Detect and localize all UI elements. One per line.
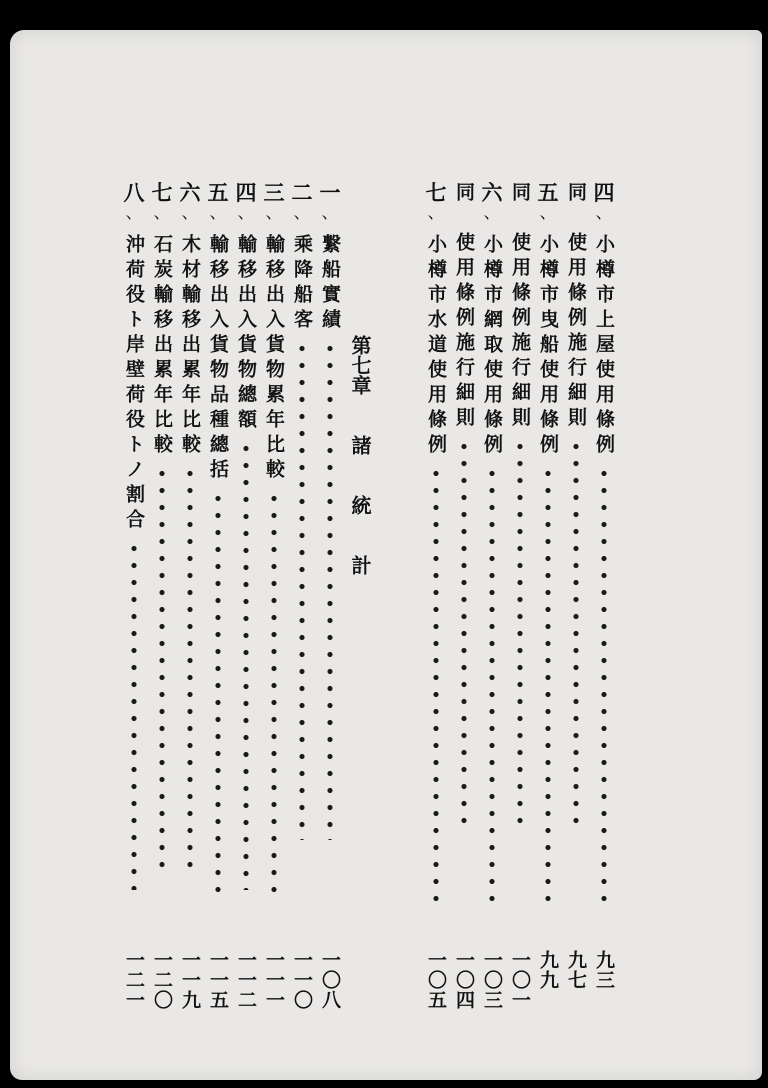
page-number: 一二〇 — [151, 950, 173, 1010]
entry-title: 繋船實績 — [319, 234, 341, 334]
leader-dots — [327, 340, 333, 840]
page-number: 九三 — [593, 950, 615, 990]
entry-title: 乘降船客 — [291, 234, 313, 334]
leader-dots — [545, 465, 551, 905]
scanned-page — [10, 30, 762, 1080]
toc-entry[interactable] — [232, 178, 260, 890]
page-number: 一〇五 — [425, 950, 447, 1010]
entry-title: 石炭輸移出累年比較 — [151, 234, 173, 459]
entry-number: 六 — [179, 180, 201, 205]
page-number: 一〇一 — [509, 950, 531, 1010]
entry-mark: 、 — [153, 203, 171, 223]
toc-entry[interactable] — [590, 178, 618, 905]
page-number: 一一二 — [235, 950, 257, 1010]
entry-title: 輸移出入貨物品種總括 — [207, 234, 229, 484]
entry-mark: 、 — [209, 203, 227, 223]
chapter-label: 第七章 — [348, 335, 372, 395]
page-number: 一〇三 — [481, 950, 503, 1010]
entry-title: 小樽市網取使用條例 — [481, 234, 503, 459]
page-number: 一一〇 — [291, 950, 313, 1010]
entry-mark: 、 — [427, 203, 445, 223]
toc-entry[interactable] — [450, 178, 478, 828]
entry-title: 同 使用條例施行細則 — [509, 182, 531, 432]
toc-entry[interactable] — [562, 178, 590, 828]
chapter-title-char: 統 — [348, 495, 372, 515]
page-number: 九九 — [537, 950, 559, 990]
toc-entry[interactable] — [422, 178, 450, 905]
entry-number: 四 — [235, 180, 257, 205]
entry-number: 三 — [263, 180, 285, 205]
entry-mark: 、 — [237, 203, 255, 223]
entry-number: 五 — [537, 180, 559, 205]
entry-mark: 、 — [181, 203, 199, 223]
entry-title: 輸移出入貨物累年比較 — [263, 234, 285, 484]
leader-dots — [601, 465, 607, 905]
leader-dots — [489, 465, 495, 905]
page-number: 一〇八 — [319, 950, 341, 1010]
entry-number: 一 — [319, 180, 341, 205]
toc-entry[interactable] — [316, 178, 344, 840]
toc-entry[interactable] — [260, 178, 288, 900]
toc-entry[interactable] — [478, 178, 506, 905]
leader-dots — [299, 340, 305, 840]
leader-dots — [573, 438, 579, 828]
leader-dots — [517, 438, 523, 828]
entry-title: 小樽市曳船使用條例 — [537, 234, 559, 459]
leader-dots — [433, 465, 439, 905]
entry-number: 二 — [291, 180, 313, 205]
toc-entry[interactable] — [204, 178, 232, 900]
entry-number: 四 — [593, 180, 615, 205]
chapter-title-char: 諸 — [348, 435, 372, 455]
leader-dots — [461, 438, 467, 828]
leader-dots — [187, 465, 193, 875]
page-number: 一〇四 — [453, 950, 475, 1010]
entry-number: 七 — [425, 180, 447, 205]
entry-title: 輸移出入貨物總額 — [235, 234, 257, 434]
entry-mark: 、 — [483, 203, 501, 223]
page-number: 一一五 — [207, 950, 229, 1010]
leader-dots — [243, 440, 249, 890]
entry-title: 同 使用條例施行細則 — [565, 182, 587, 432]
leader-dots — [131, 540, 137, 890]
entry-title: 小樽市水道使用條例 — [425, 234, 447, 459]
entry-title: 同 使用條例施行細則 — [453, 182, 475, 432]
page-number: 一一九 — [179, 950, 201, 1010]
leader-dots — [271, 490, 277, 900]
leader-dots — [215, 490, 221, 900]
entry-mark: 、 — [595, 203, 613, 223]
entry-mark: 、 — [293, 203, 311, 223]
toc-entry[interactable] — [148, 178, 176, 875]
toc-entry[interactable] — [288, 178, 316, 840]
entry-title: 沖荷役ト岸壁荷役トノ割合 — [123, 234, 145, 534]
page-number: 一二一 — [123, 950, 145, 1010]
entry-number: 六 — [481, 180, 503, 205]
entry-mark: 、 — [125, 203, 143, 223]
entry-mark: 、 — [539, 203, 557, 223]
entry-title: 木材輸移出累年比較 — [179, 234, 201, 459]
entry-mark: 、 — [321, 203, 339, 223]
entry-mark: 、 — [265, 203, 283, 223]
toc-entry[interactable] — [534, 178, 562, 905]
entry-title: 小樽市上屋使用條例 — [593, 234, 615, 459]
entry-number: 五 — [207, 180, 229, 205]
chapter-title-char: 計 — [348, 555, 372, 575]
toc-entry[interactable] — [506, 178, 534, 828]
toc-entry[interactable] — [120, 178, 148, 890]
entry-number: 七 — [151, 180, 173, 205]
entry-number: 八 — [123, 180, 145, 205]
toc-entry[interactable] — [176, 178, 204, 875]
page-number: 九七 — [565, 950, 587, 990]
chapter-heading — [345, 335, 375, 575]
page-number: 一一一 — [263, 950, 285, 1010]
leader-dots — [159, 465, 165, 875]
